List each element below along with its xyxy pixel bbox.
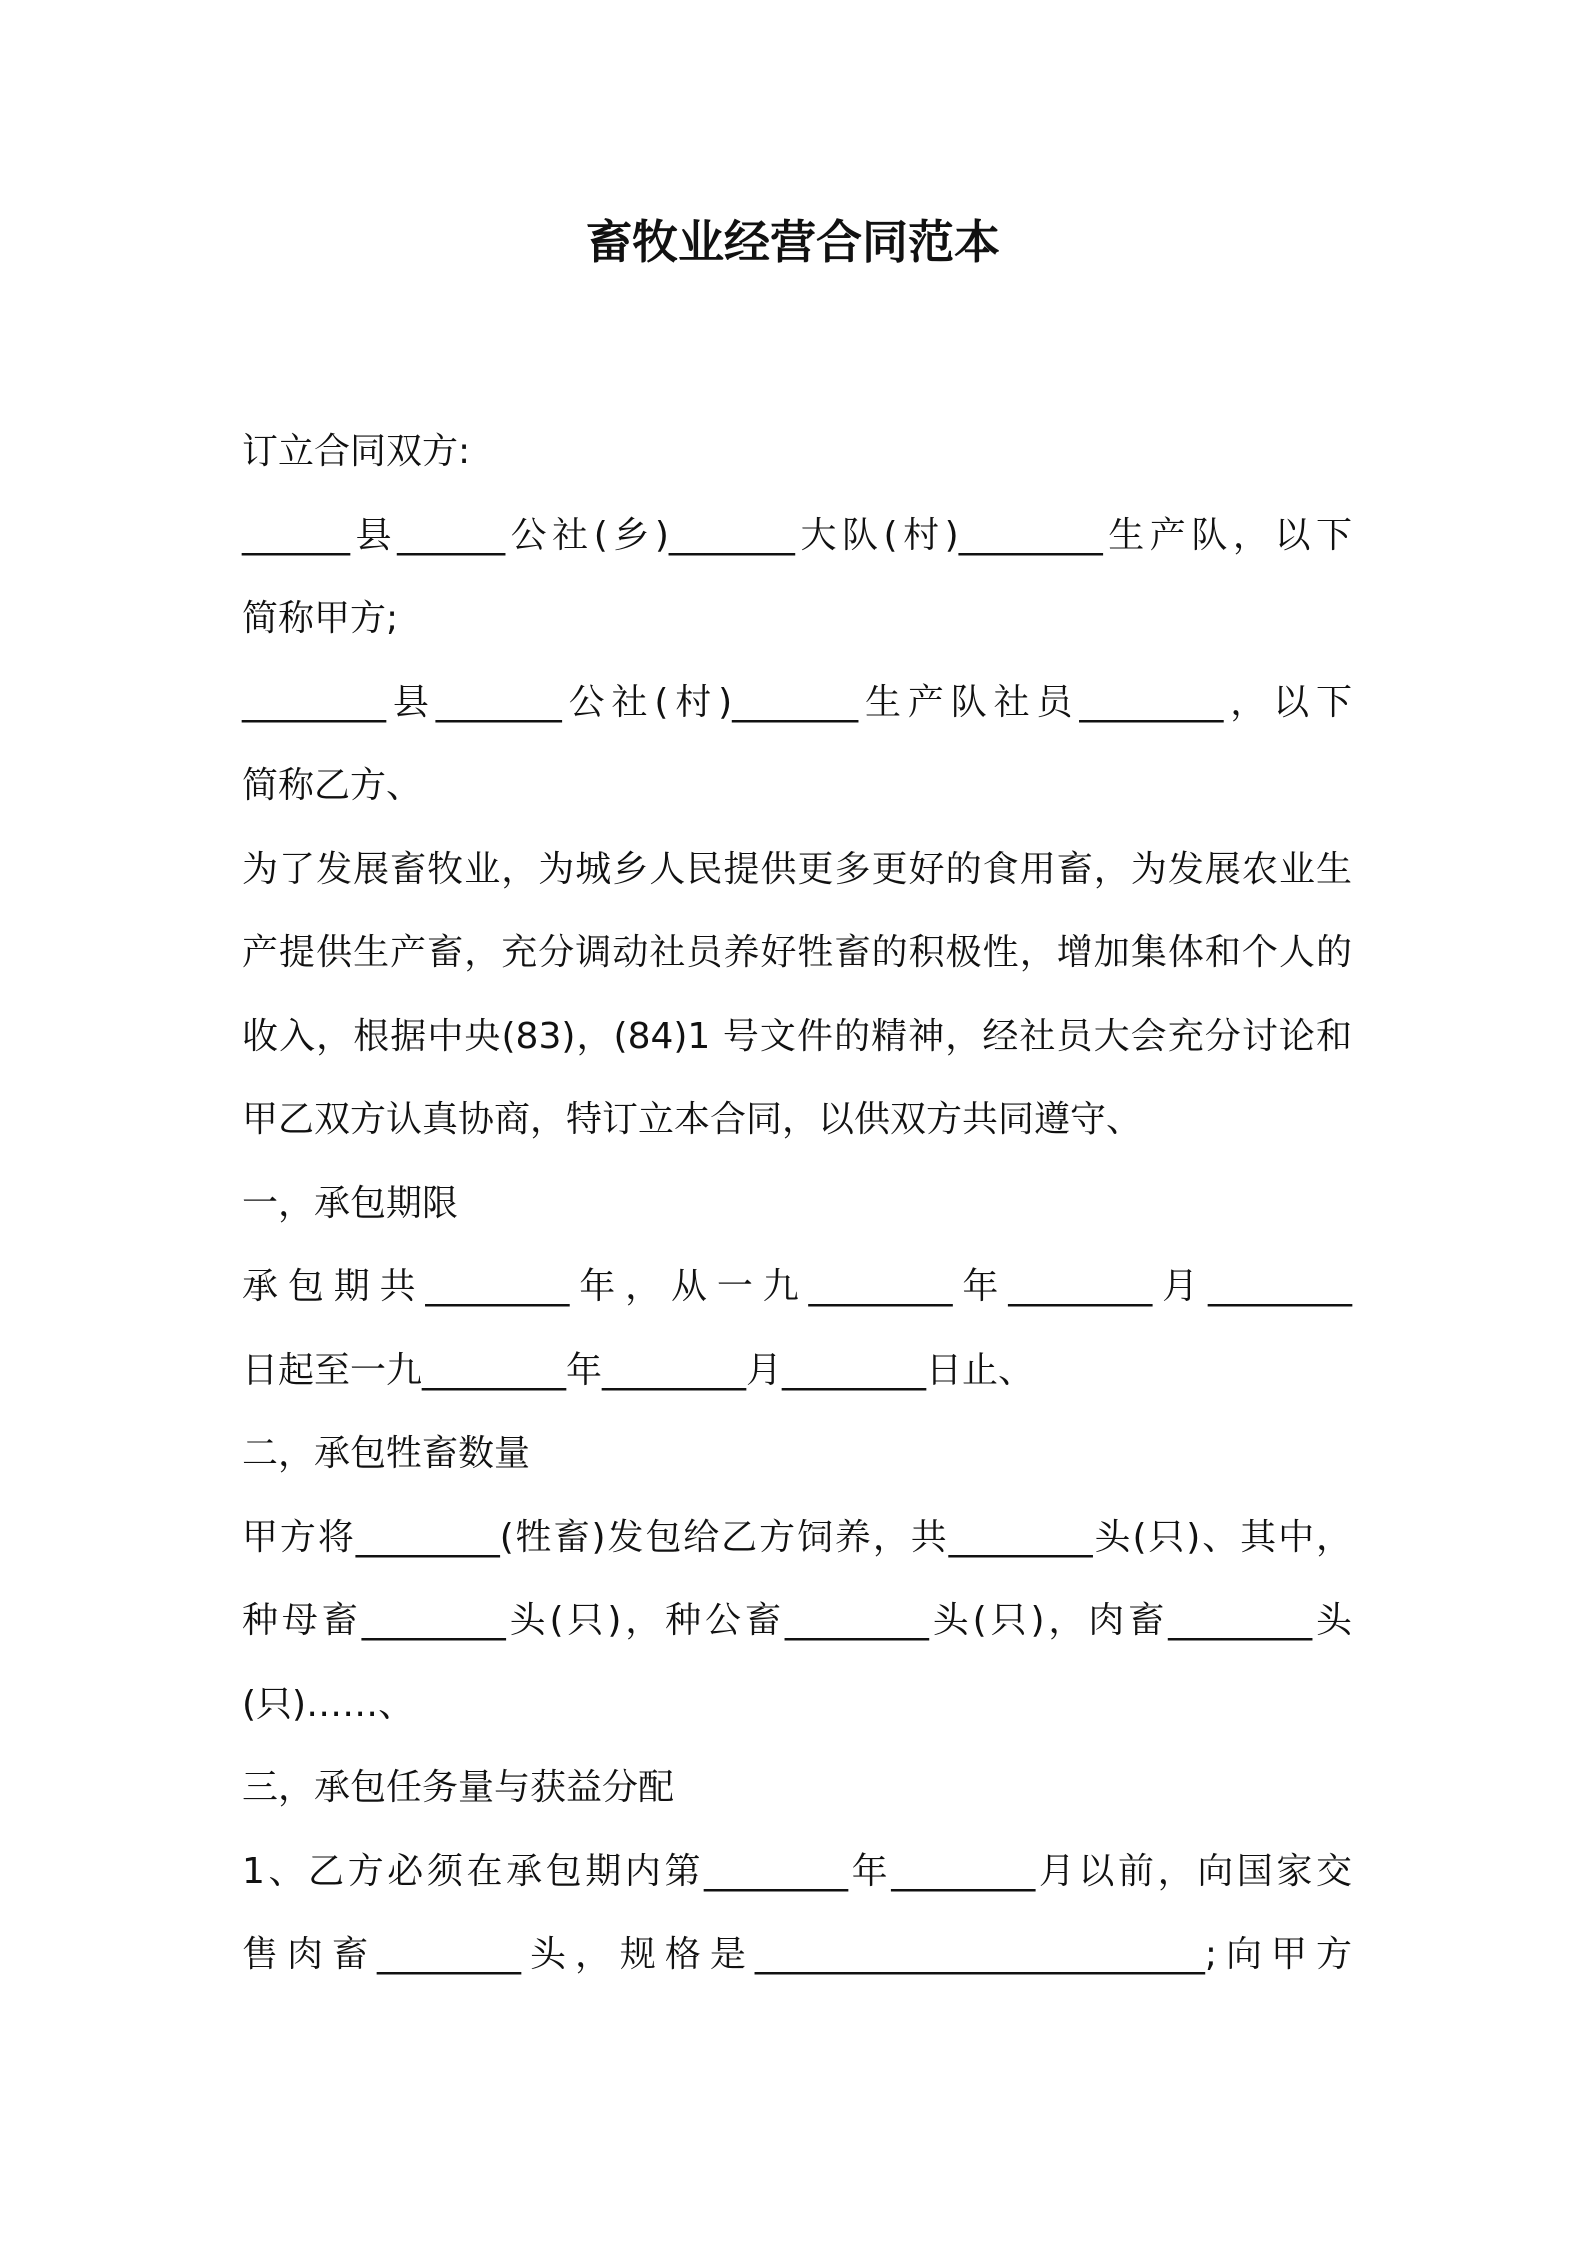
parties-heading: 订立合同双方: [242, 431, 471, 472]
section-3-line-2: 售肉畜________头，规格是_________________________;向甲方 [242, 1934, 1352, 1975]
section-1-line-2: 日起至一九________年________月________日止、 [242, 1349, 1035, 1391]
section-1-line-1: 承包期共________年，从一九________年________月________ [242, 1266, 1352, 1307]
section-3-heading: 三，承包任务量与获益分配 [242, 1767, 675, 1808]
preamble-line-2: 产提供生产畜，充分调动社员养好牲畜的积极性，增加集体和个人的 [242, 932, 1352, 973]
section-3-line-1: 1、乙方必须在承包期内第________年________月以前，向国家交 [242, 1850, 1352, 1892]
section-2-line-2: 种母畜________头(只)，种公畜________头(只)，肉畜________头 [242, 1600, 1352, 1641]
party-a-line-2: 简称甲方; [242, 598, 399, 639]
party-a-line-1: ______县______公社(乡)_______大队(村)________生产队，以下 [242, 514, 1352, 556]
preamble-line-4: 甲乙双方认真协商，特订立本合同，以供双方共同遵守、 [242, 1099, 1143, 1140]
preamble-line-1: 为了发展畜牧业，为城乡人民提供更多更好的食用畜，为发展农业生 [242, 848, 1352, 890]
section-2-line-1: 甲方将________(牲畜)发包给乙方饲养，共________头(只)、其中， [242, 1516, 1352, 1558]
party-b-line-1: ________县_______公社(村)_______生产队社员________，以下 [242, 681, 1352, 723]
party-b-line-2: 简称乙方、 [242, 765, 423, 806]
document-title: 畜牧业经营合同范本 [586, 215, 1000, 269]
section-2-line-3: (只)……、 [242, 1683, 415, 1725]
preamble-line-3: 收入，根据中央(83)，(84)1 号文件的精神，经社员大会充分讨论和 [242, 1015, 1352, 1057]
section-2-heading: 二，承包牲畜数量 [242, 1433, 531, 1474]
document-body [242, 410, 1352, 1997]
section-1-heading: 一，承包期限 [242, 1182, 459, 1224]
